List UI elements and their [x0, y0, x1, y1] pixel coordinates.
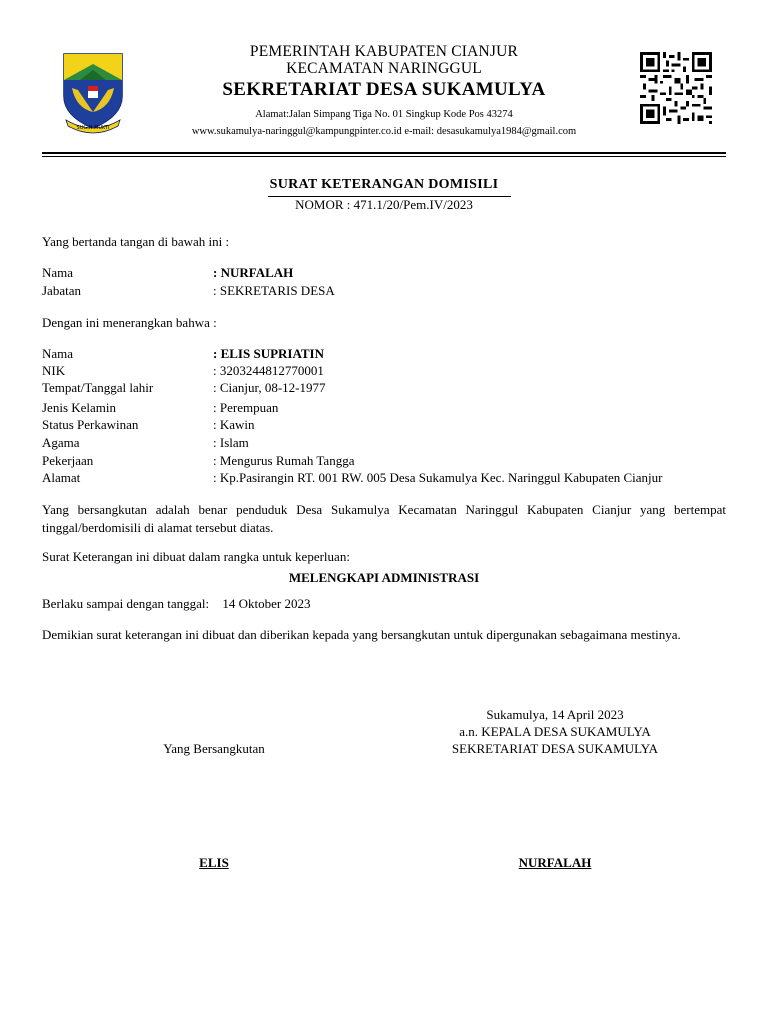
document-title: SURAT KETERANGAN DOMISILI	[269, 177, 499, 192]
field-value: : NURFALAH	[213, 265, 294, 280]
signature-office: SEKRETARIAT DESA SUKAMULYA	[451, 741, 659, 756]
intro-text: Yang bertanda tangan di bawah ini :	[42, 234, 230, 249]
qr-code-icon	[640, 52, 712, 124]
field-label: Jenis Kelamin	[42, 400, 117, 415]
residence-paragraph: Yang bersangkutan adalah benar penduduk Desa Sukamulya Kecamatan Naringgul Kabupaten Cianjur yang bertempat tinggal/berdomisili di alamat tersebut diatas.	[42, 502, 726, 535]
header-rule-thick	[42, 152, 726, 154]
person-row-gender	[0, 400, 768, 418]
validity-date: 14 Oktober 2023	[222, 596, 311, 611]
signature-place-date: Sukamulya, 14 April 2023	[486, 707, 624, 722]
header-line-3: SEKRETARIAT DESA SUKAMULYA	[222, 79, 546, 100]
field-value: : Islam	[213, 435, 249, 450]
signature-right-name: NURFALAH	[518, 855, 592, 870]
statement-text: Dengan ini menerangkan bahwa :	[42, 315, 217, 330]
header-line-2: KECAMATAN NARINGGUL	[286, 60, 482, 77]
header-contact: www.sukamulya-naringgul@kampungpinter.co.id e-mail: desasukamulya1984@gmail.com	[191, 126, 577, 137]
field-label: Nama	[42, 346, 74, 361]
signature-left-name: ELIS	[199, 855, 229, 870]
person-row-occupation	[0, 453, 768, 471]
field-label: Pekerjaan	[42, 453, 94, 468]
person-row-address	[0, 470, 768, 488]
field-label: Tempat/Tanggal lahir	[42, 380, 154, 395]
header-address: Alamat:Jalan Simpang Tiga No. 01 Singkup Kode Pos 43274	[255, 109, 513, 120]
person-row-nik	[0, 363, 768, 381]
purpose-text: MELENGKAPI ADMINISTRASI	[288, 570, 480, 585]
regency-logo	[58, 50, 128, 134]
header-line-1: PEMERINTAH KABUPATEN CIANJUR	[249, 43, 519, 60]
field-value: : Kawin	[213, 417, 255, 432]
purpose-intro: Surat Keterangan ini dibuat dalam rangka untuk keperluan:	[42, 549, 350, 564]
document-number: NOMOR : 471.1/20/Pem.IV/2023	[295, 197, 473, 212]
field-label: Nama	[42, 265, 74, 280]
person-row-name	[0, 346, 768, 364]
field-value: : Cianjur, 08-12-1977	[213, 380, 326, 395]
header-rule-thin	[42, 156, 726, 157]
person-row-marital	[0, 417, 768, 435]
field-value: : Kp.Pasirangin RT. 001 RW. 005 Desa Sukamulya Kec. Naringgul Kabupaten Cianjur	[213, 470, 663, 485]
closing-paragraph: Demikian surat keterangan ini dibuat dan diberikan kepada yang bersangkutan untuk dipergunakan sebagaimana mestinya.	[42, 627, 681, 642]
validity-line	[42, 596, 311, 612]
field-label: Jabatan	[42, 283, 81, 298]
validity-label: Berlaku sampai dengan tanggal:	[42, 596, 210, 611]
field-value: : 3203244812770001	[213, 363, 324, 378]
field-label: Agama	[42, 435, 80, 450]
field-value: : Mengurus Rumah Tangga	[213, 453, 355, 468]
signature-left-caption: Yang Bersangkutan	[163, 741, 265, 756]
field-value: : Perempuan	[213, 400, 279, 415]
field-value: : SEKRETARIS DESA	[213, 283, 335, 298]
logo-motto-text: SUGIH MUKTI	[76, 125, 110, 131]
field-label: Status Perkawinan	[42, 417, 139, 432]
field-value: : ELIS SUPRIATIN	[213, 346, 325, 361]
person-row-birth	[0, 380, 768, 398]
signature-on-behalf: a.n. KEPALA DESA SUKAMULYA	[459, 724, 651, 739]
person-row-religion	[0, 435, 768, 453]
field-label: Alamat	[42, 470, 81, 485]
field-label: NIK	[42, 363, 66, 378]
signer-row-name	[0, 265, 768, 283]
signer-row-position	[0, 283, 768, 301]
